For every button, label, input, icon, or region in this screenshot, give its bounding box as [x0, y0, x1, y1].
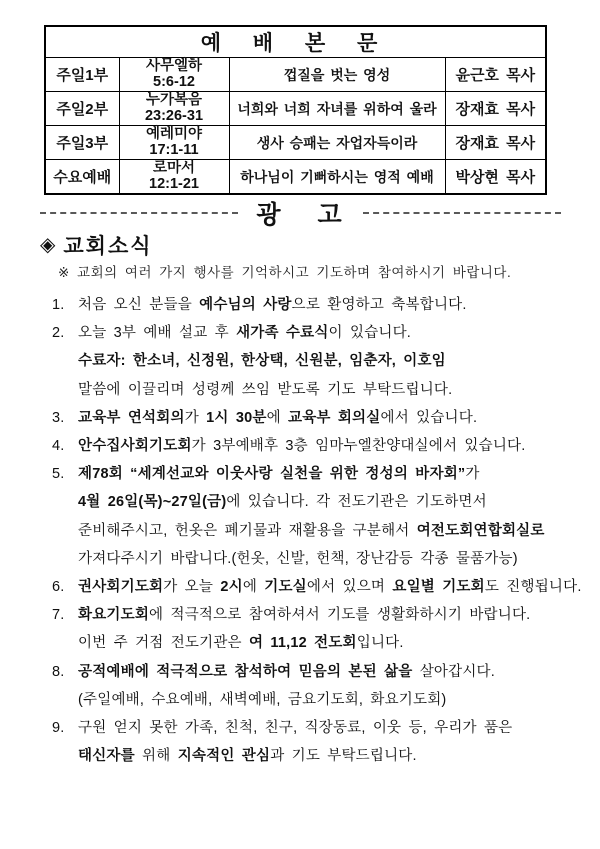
church-news-heading: [40, 232, 561, 258]
item-number: 7.: [52, 607, 65, 624]
announcement-line: 4월 26일(목)~27일(금)에 있습니다. 각 전도기관은 기도하면서: [78, 494, 487, 511]
announcement-line: (주일예배, 수요예배, 새벽예배, 금요기도회, 화요기도회): [78, 691, 447, 708]
item-number: 1.: [52, 297, 65, 313]
sermon-title: 하나님이 기뻐하시는 영적 예배: [229, 160, 445, 195]
announcement-line: 가져다주시기 바랍니다.(헌옷, 신발, 헌책, 장난감등 각종 물품가능): [78, 550, 518, 567]
announcement-item-3: [40, 404, 561, 432]
scripture-verse: 5:6-12: [153, 73, 195, 90]
announcement-line: 화요기도회에 적극적으로 참여하셔서 기도를 생활화하시기 바랍니다.: [78, 607, 531, 624]
announcement-item-1: [40, 291, 561, 319]
scripture-verse: 17:1-11: [149, 141, 199, 158]
service-name: 주일3부: [45, 126, 119, 160]
announcement-item-4: [40, 432, 561, 460]
scripture-verse: 12:1-21: [149, 175, 199, 192]
worship-scripture-table: [44, 25, 547, 195]
announcement-line: 말씀에 이끌리며 성령께 쓰임 받도록 기도 부탁드립니다.: [78, 381, 453, 398]
item-number: 6.: [52, 579, 65, 596]
announcement-line: 오늘 3부 예배 설교 후 새가족 수료식이 있습니다.: [78, 325, 412, 342]
announcement-list: [40, 291, 582, 770]
divider-dash-left: [40, 212, 238, 214]
announcements-divider: [40, 199, 561, 227]
announcement-item-9: [40, 714, 561, 770]
item-number: 4.: [52, 438, 65, 455]
announcement-line: 교육부 연석회의가 1시 30분에 교육부 회의실에서 있습니다.: [78, 409, 478, 426]
announcement-item-2: [40, 319, 561, 404]
announcement-line: 준비해주시고, 헌옷은 폐기물과 재활용을 구분해서 여전도회연합회실로: [78, 522, 545, 539]
scripture-verse: 23:26-31: [144, 107, 204, 124]
preacher-name: 장재효 목사: [445, 126, 546, 160]
scripture-ref: [119, 58, 229, 92]
preacher-name: 박상현 목사: [445, 160, 546, 195]
announcement-item-7: [40, 601, 561, 657]
table-row: [45, 92, 546, 126]
item-number: 3.: [52, 409, 65, 426]
announcements-section: [40, 199, 582, 770]
service-name: 수요예배: [45, 160, 119, 195]
preacher-name: 윤근호 목사: [445, 58, 546, 92]
scripture-book: 예레미야: [145, 126, 203, 142]
sermon-title: 생사 승패는 자업자득이라: [229, 126, 445, 160]
service-name: 주일2부: [45, 92, 119, 126]
announcement-line: 제78회 “세계선교와 이웃사랑 실천을 위한 정성의 바자회”가: [78, 466, 480, 483]
participation-note: ※ 교회의 여러 가지 행사를 기억하시고 기도하며 참여하시기 바랍니다.: [58, 265, 512, 280]
scripture-ref: [119, 92, 229, 126]
divider-dash-right: [363, 212, 561, 214]
scripture-ref: [119, 160, 229, 195]
announcement-item-6: [40, 573, 582, 601]
sermon-title: 너희와 너희 자녀를 위하여 울라: [229, 92, 445, 126]
scripture-book: 사무엘하: [145, 58, 203, 74]
announcement-line: 안수집사회기도회가 3부예배후 3층 임마누엘찬양대실에서 있습니다.: [78, 438, 526, 455]
table-row: [45, 126, 546, 160]
table-title-row: [45, 26, 546, 58]
announcement-line: 권사회기도회가 오늘 2시에 기도실에서 있으며 요일별 기도회도 진행됩니다.: [78, 579, 582, 596]
item-number: 9.: [52, 720, 65, 737]
announcement-line: 이번 주 거점 전도기관은 여 11,12 전도회입니다.: [78, 635, 404, 652]
item-number: 2.: [52, 325, 65, 342]
announcement-line: 태신자를 위해 지속적인 관심과 기도 부탁드립니다.: [78, 748, 417, 765]
announcement-item-5: [40, 460, 561, 573]
table-row: [45, 58, 546, 92]
scripture-ref: [119, 126, 229, 160]
item-number: 8.: [52, 663, 65, 680]
table-row: [45, 160, 546, 195]
announcement-line: 구원 얻지 못한 가족, 친척, 친구, 직장동료, 이웃 등, 우리가 품은: [78, 720, 513, 737]
sermon-title: 껍질을 벗는 영성: [229, 58, 445, 92]
announcements-title: 광 고: [256, 201, 357, 229]
item-number: 5.: [52, 466, 65, 483]
service-name: 주일1부: [45, 58, 119, 92]
announcement-line: 수료자: 한소녀, 신정원, 한상택, 신원분, 임춘자, 이호임: [78, 353, 446, 370]
preacher-name: 장재효 목사: [445, 92, 546, 126]
announcement-line: 처음 오신 분들을 예수님의 사랑으로 환영하고 축복합니다.: [78, 297, 467, 313]
scripture-book: 로마서: [152, 160, 196, 176]
announcement-line: 공적예배에 적극적으로 참석하여 믿음의 본된 삶을 살아갑시다.: [78, 663, 495, 680]
scripture-book: 누가복음: [145, 92, 203, 108]
church-news-title: 교회소식: [63, 235, 153, 258]
diamond-icon: ◈: [40, 234, 56, 256]
table-title: 예 배 본 문: [45, 26, 546, 58]
announcement-item-8: [40, 658, 561, 714]
